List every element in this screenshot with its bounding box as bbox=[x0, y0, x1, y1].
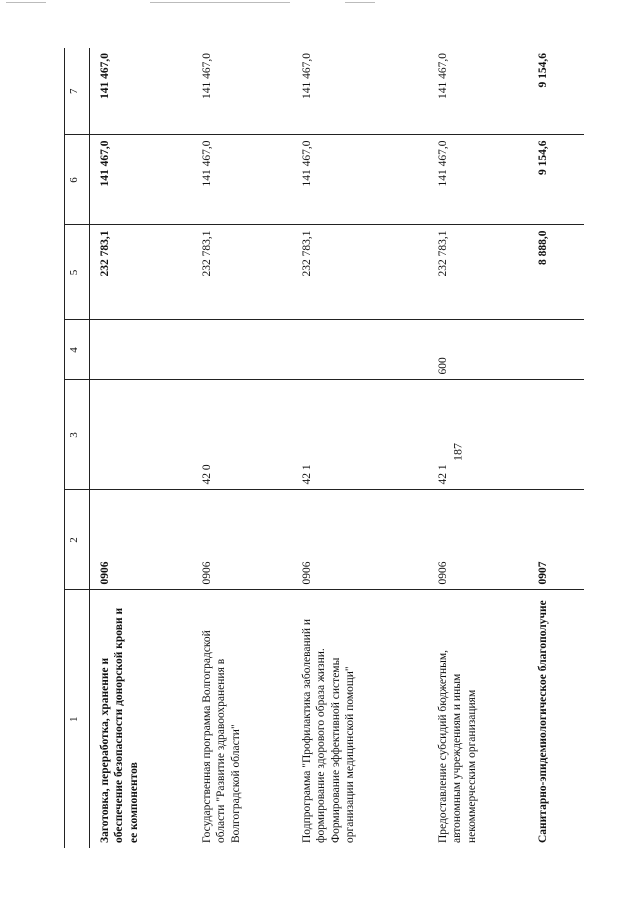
table-row bbox=[428, 48, 528, 848]
target-code: 42 1 bbox=[292, 380, 428, 490]
column-header: 1 bbox=[65, 590, 90, 848]
row-name: Заготовка, переработка, хранение и обеспечение безопасности донорской крови и ее компонентов bbox=[99, 607, 140, 843]
table-row bbox=[192, 48, 292, 848]
target-code: 42 0 bbox=[192, 380, 292, 490]
amount-col6: 141 467,0 bbox=[192, 135, 292, 225]
table-row bbox=[90, 48, 193, 848]
expense-type bbox=[292, 320, 428, 380]
table-header-row bbox=[65, 48, 90, 848]
scan-artifacts bbox=[0, 0, 640, 8]
column-header: 4 bbox=[65, 320, 90, 380]
table-row bbox=[528, 48, 584, 848]
amount-col5: 232 783,1 bbox=[292, 225, 428, 320]
expense-type: 600 bbox=[428, 320, 528, 380]
column-header: 5 bbox=[65, 225, 90, 320]
section-code: 0906 bbox=[428, 490, 528, 590]
row-name: Санитарно-эпидемиологическое благополучие bbox=[537, 600, 549, 843]
amount-col6: 9 154,6 bbox=[528, 135, 584, 225]
table-row bbox=[292, 48, 428, 848]
amount-col5: 8 888,0 bbox=[528, 225, 584, 320]
expense-type bbox=[528, 320, 584, 380]
target-code bbox=[90, 380, 193, 490]
amount-col7: 9 154,6 bbox=[528, 48, 584, 135]
amount-col6: 141 467,0 bbox=[292, 135, 428, 225]
expense-type bbox=[192, 320, 292, 380]
section-code: 0906 bbox=[192, 490, 292, 590]
section-code: 0906 bbox=[90, 490, 193, 590]
section-code: 0907 bbox=[528, 490, 584, 590]
column-header: 2 bbox=[65, 490, 90, 590]
rotated-table-content bbox=[64, 48, 555, 848]
target-code bbox=[528, 380, 584, 490]
budget-table bbox=[64, 48, 584, 848]
row-name: Предоставление субсидий бюджетным, автономным учреждениям и иным некоммерческим организациям bbox=[437, 649, 478, 843]
rotated-table-region bbox=[64, 48, 555, 848]
section-code: 0906 bbox=[292, 490, 428, 590]
column-header: 3 bbox=[65, 380, 90, 490]
amount-col6: 141 467,0 bbox=[428, 135, 528, 225]
page-number: 187 bbox=[450, 443, 465, 461]
column-header: 7 bbox=[65, 48, 90, 135]
amount-col5: 232 783,1 bbox=[90, 225, 193, 320]
amount-col6: 141 467,0 bbox=[90, 135, 193, 225]
amount-col7: 141 467,0 bbox=[90, 48, 193, 135]
amount-col5: 232 783,1 bbox=[192, 225, 292, 320]
row-name: Государственная программа Волгоградской области "Развитие здравоохранения в Волгоградской области" bbox=[201, 630, 242, 843]
amount-col5: 232 783,1 bbox=[428, 225, 528, 320]
amount-col7: 141 467,0 bbox=[292, 48, 428, 135]
row-name: Подпрограмма "Профилактика заболеваний и формирование здорового образа жизни. Формирование эффективной системы организации медицинской помощи" bbox=[301, 618, 357, 843]
amount-col7: 141 467,0 bbox=[192, 48, 292, 135]
column-header: 6 bbox=[65, 135, 90, 225]
expense-type bbox=[90, 320, 193, 380]
target-code: 42 1 bbox=[428, 380, 528, 490]
amount-col7: 141 467,0 bbox=[428, 48, 528, 135]
